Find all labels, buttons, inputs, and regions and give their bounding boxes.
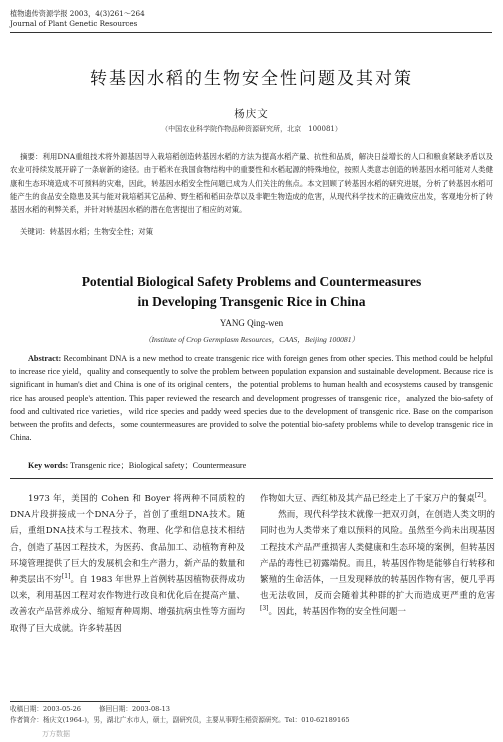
body-paragraph xyxy=(260,507,495,620)
body-text: 1973 年，美国的 Cohen 和 Boyer 将两种不同质粒的DNA片段拼接成一个DNA分子，首创了重组DNA技术。随后，重组DNA技术与工程技术、物理、化学和信息技术相结合，创造了基因工程技术，为医药、食品加工、动植物育种及环境管理提供了巨大的发展机会和生产潜力，新产品的数量和种类层出不穷 xyxy=(10,494,245,586)
article-title-en-line2: in Developing Transgenic Rice in China xyxy=(137,294,366,309)
author-affiliation-en: （Institute of Crop Germplasm Resources，CAAS，Beijing 100081） xyxy=(143,335,360,344)
keywords-en-text: Transgenic rice；Biological safety；Countermeasure xyxy=(70,461,247,470)
footnote xyxy=(10,704,493,726)
abstract-cn-label: 摘要： xyxy=(20,152,43,161)
body-text: 。因此，转基因作物的安全性问题一 xyxy=(268,607,407,618)
database-watermark: 万方数据 xyxy=(42,730,70,738)
body-paragraph xyxy=(260,491,495,507)
body-text: 。自 1983 年世界上首例转基因植物获得成功以来，利用基因工程对农作物进行改良和优化后在提高产量、改善农产品营养成分、缩短育种周期、增强抗病虫性等方面均取得了巨大成就。许多转基因 xyxy=(10,575,245,634)
journal-citation-cn: 植物遗传资源学报 2003，4(3)261～264 xyxy=(10,9,145,18)
body-text: 作物如大豆、西红柿及其产品已经走上了千家万户的餐桌 xyxy=(260,494,475,504)
author-name-en: YANG Qing-wen xyxy=(219,318,284,328)
citation-ref[interactable]: [2] xyxy=(474,492,484,500)
journal-header xyxy=(10,9,492,33)
journal-name-en: Journal of Plant Genetic Resources xyxy=(10,19,138,28)
article-title-cn: 转基因水稻的生物安全性问题及其对策 xyxy=(90,69,413,89)
received-date: 收稿日期：2003-05-26 xyxy=(10,705,81,713)
keywords-cn-text: 转基因水稻；生物安全性；对策 xyxy=(49,227,154,236)
abstract-en-text: Recombinant DNA is a new method to create transgenic rice with foreign genes from other species. This method could be helpful to increase rice yield，quality and consequently to solve the problem between population expansion and sustainable development. Because rice is significant in human's diet and China is one of its original centers，the potential problems to human health and ecosystems caused by transgenic rice has aroused people's attention. This paper reviewed the research and development progresses of transgenic rice，analyzed the bio-safety of food and cultivated rice varieties，wild rice species and paddy weed species due to the development of transgenic rice. Base on the comparison between the profits and defects，some countermeasures are provided to solve the potential bio-safety problems while to develop transgenic rice in China. xyxy=(10,354,494,443)
keywords-cn-label: 关键词： xyxy=(20,227,50,236)
body-column-right xyxy=(260,491,495,621)
keywords-en xyxy=(28,460,488,472)
body-text: 然而，现代科学技术就像一把双刃剑，在创造人类文明的同时也为人类带来了难以预料的风险。虽然至今尚未出现基因工程技术产品严重损害人类健康和生态环境的案例，但转基因产品的毒性已初露端倪。而且，转基因作物是能够自行转移和繁殖的生命活体，一旦发现释放的转基因作物有害，便几乎再也无法收回，反而会随着其种群的扩大而造成更严重的危害 xyxy=(260,510,495,602)
keywords-cn xyxy=(20,226,490,238)
author-name-cn: 杨庆文 xyxy=(234,108,269,120)
abstract-en-label: Abstract: xyxy=(28,354,62,363)
footnote-dates xyxy=(10,704,493,715)
article-title-en xyxy=(0,272,503,312)
author-bio: 作者简介：杨庆文(1964-)，男，湖北广水市人，硕士，副研究员，主要从事野生稻资源研究。Tel：010-62189165 xyxy=(10,716,350,724)
revised-date: 修回日期：2003-08-13 xyxy=(99,705,170,713)
abstract-cn xyxy=(10,150,493,216)
section-divider xyxy=(10,478,493,479)
keywords-en-label: Key words: xyxy=(28,461,69,470)
body-text: 。 xyxy=(483,494,492,504)
citation-ref[interactable]: [1] xyxy=(61,573,71,581)
author-affiliation-cn: （中国农业科学院作物品种资源研究所，北京 100081） xyxy=(161,125,342,133)
citation-ref[interactable]: [3] xyxy=(260,605,269,613)
body-column-left xyxy=(10,491,245,637)
abstract-en xyxy=(10,352,493,444)
footnote-divider xyxy=(10,701,150,702)
article-title-en-line1: Potential Biological Safety Problems and Countermeasures xyxy=(81,274,422,289)
body-paragraph xyxy=(10,491,245,637)
abstract-cn-text: 利用DNA重组技术将外源基因导入栽培稻创造转基因水稻的方法为提高水稻产量、抗性和品质，解决日益增长的人口和粮食紧缺矛盾以及农业可持续发展开辟了一条崭新的途径。由于稻米在我国食物结构中的重要性和水稻起源的特殊地位，按照人类意志创造的转基因水稻可能对人类健康和生态环境造成不可预料的灾难，因此，转基因水稻安全性问题已成为人们关注的焦点。本文回顾了转基因水稻的研究进展，分析了转基因水稻可能产生的食品安全隐患及其与能对栽培稻其它品种、野生稻和稻田杂草以及非靶生物造成的危害，从现代科学技术的正确效应出发，客观地分析了转基因水稻的利弊关系，并针对转基因水稻的潜在危害提出了相应的对策。 xyxy=(10,152,493,215)
